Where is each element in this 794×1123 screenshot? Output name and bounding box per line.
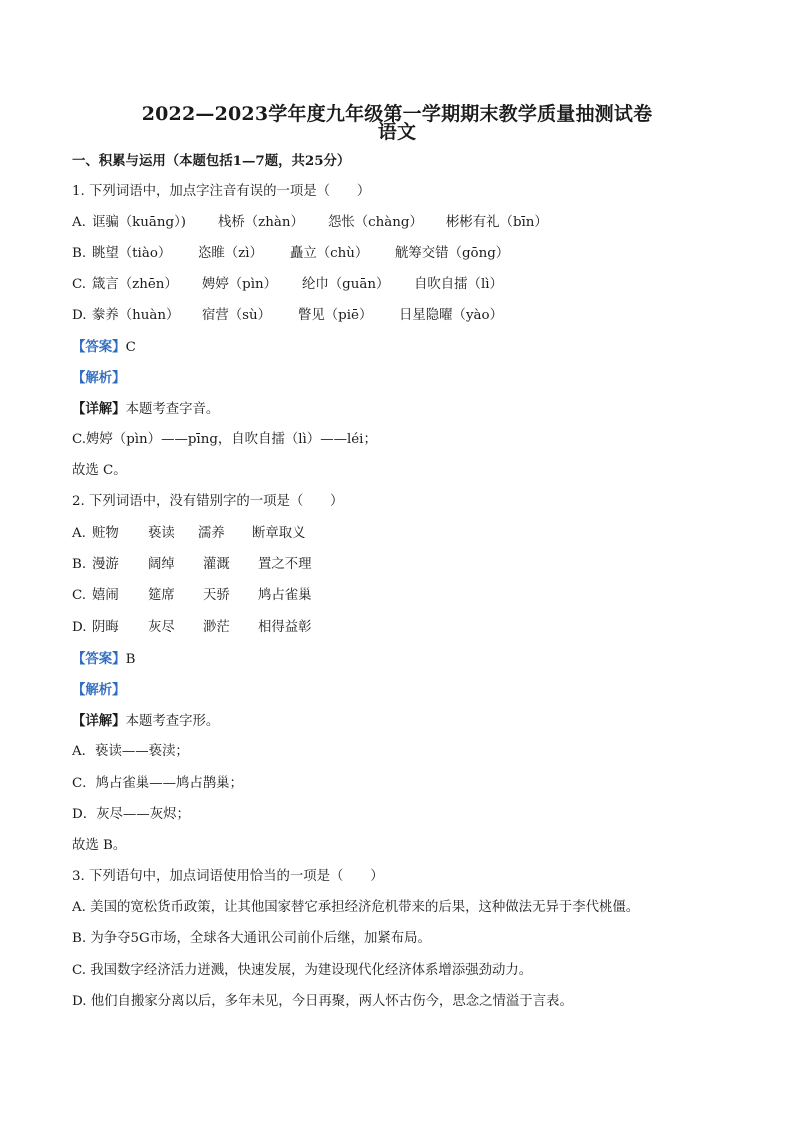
q3-option-c: C. 我国数字经济活力迸溅，快速发展，为建设现代化经济体系增添强劲动力。: [72, 963, 533, 978]
option-item: 阔绰: [148, 557, 175, 572]
detail-text: 本题考查字音。: [125, 402, 220, 417]
option-item: 自吹自擂（lì）: [414, 277, 503, 292]
q3-option-b: B. 为争夺5G市场，全球各大通讯公司前仆后继，加紧布局。: [72, 931, 431, 946]
option-letter: C.: [72, 588, 87, 603]
q2-option-a: [72, 525, 722, 543]
q1-analysis: [72, 369, 126, 388]
option-item: 诓骗（kuāng）): [92, 215, 187, 230]
option-letter: C.: [72, 277, 87, 292]
q2-detail: [72, 712, 219, 731]
option-item: 漫游: [92, 557, 119, 572]
q2-explain-line: A．亵读——亵渎；: [72, 744, 189, 759]
option-item: 日星隐曜（yào）: [399, 308, 503, 323]
q1-option-c: [72, 276, 722, 294]
exam-title: 2022—2023学年度九年级第一学期期末教学质量抽测试卷: [141, 103, 653, 125]
q1-option-d: [72, 307, 722, 325]
q2-option-b: [72, 556, 722, 574]
answer-value: B: [125, 652, 136, 667]
q1-conclusion: 故选 C。: [72, 463, 127, 478]
option-item: 赃物: [92, 526, 119, 541]
option-letter: A.: [72, 215, 86, 230]
answer-tag: 【答案】: [72, 339, 126, 355]
option-item: 娉婷（pìn）: [202, 277, 278, 292]
option-item: 栈桥（zhàn）: [218, 215, 304, 230]
option-item: 矗立（chù）: [290, 246, 369, 261]
option-item: 瞥见（piē）: [298, 308, 373, 323]
option-item: 灰尽: [148, 620, 175, 635]
analysis-tag: 【解析】: [72, 682, 126, 698]
q3-option-a: A. 美国的宽松货币政策，让其他国家替它承担经济危机带来的后果，这种做法无异于李代桃僵。: [72, 900, 640, 915]
option-item: 宿营（sù）: [202, 308, 272, 323]
option-item: 怨怅（chàng）: [328, 215, 423, 230]
q2-explain-line: C．鸠占雀巢——鸠占鹊巢；: [72, 776, 243, 791]
option-item: 渺茫: [203, 620, 230, 635]
section-heading: 一、积累与运用（本题包括1—7题，共25分）: [72, 153, 351, 169]
q1-option-a: [72, 214, 722, 232]
q1-answer: [72, 338, 136, 357]
q2-conclusion: 故选 B。: [72, 838, 127, 853]
option-item: 觥筹交错（gōng）: [395, 246, 510, 261]
q1-detail: [72, 400, 219, 419]
detail-tag: 【详解】: [72, 713, 126, 729]
option-item: 纶巾（guān）: [302, 277, 390, 292]
q1-explain: C.娉婷（pìn）——pīng，自吹自擂（lì）——léi；: [72, 432, 377, 447]
option-letter: B.: [72, 246, 87, 261]
q2-explain-line: D．灰尽——灰烬；: [72, 807, 190, 822]
detail-text: 本题考查字形。: [125, 714, 220, 729]
q2-answer: [72, 650, 135, 669]
option-item: 置之不理: [258, 557, 312, 572]
option-letter: B.: [72, 557, 87, 572]
q2-option-d: [72, 619, 722, 637]
q2-analysis: [72, 681, 126, 700]
question-3-stem: 3. 下列语句中，加点词语使用恰当的一项是（ ）: [72, 869, 384, 884]
option-item: 灌溉: [203, 557, 230, 572]
question-2-stem: 2. 下列词语中，没有错别字的一项是（ ）: [72, 494, 344, 509]
option-item: 濡养: [198, 526, 225, 541]
option-item: 断章取义: [252, 526, 306, 541]
option-letter: A.: [72, 526, 86, 541]
answer-tag: 【答案】: [72, 651, 126, 667]
option-item: 筵席: [148, 588, 175, 603]
option-item: 相得益彰: [258, 620, 312, 635]
option-item: 鸠占雀巢: [258, 588, 312, 603]
q3-option-d: D. 他们自搬家分离以后，多年未见，今日再聚，两人怀古伤今，思念之情溢于言表。: [72, 994, 573, 1009]
option-letter: D.: [72, 620, 87, 635]
option-item: 天骄: [203, 588, 230, 603]
option-item: 眺望（tiào）: [92, 246, 172, 261]
answer-value: C: [125, 340, 136, 355]
option-item: 彬彬有礼（bīn）: [446, 215, 548, 230]
question-1-stem: 1. 下列词语中，加点字注音有误的一项是（ ）: [72, 184, 371, 199]
subject-title: 语文: [377, 121, 417, 143]
analysis-tag: 【解析】: [72, 370, 126, 386]
option-letter: D.: [72, 308, 87, 323]
option-item: 嬉闹: [92, 588, 119, 603]
option-item: 阴晦: [92, 620, 119, 635]
q2-option-c: [72, 587, 722, 605]
detail-tag: 【详解】: [72, 401, 126, 417]
option-item: 豢养（huàn）: [92, 308, 180, 323]
q1-option-b: [72, 245, 722, 263]
option-item: 箴言（zhēn）: [92, 277, 178, 292]
option-item: 亵读: [148, 526, 175, 541]
option-item: 恣睢（zì）: [198, 246, 263, 261]
